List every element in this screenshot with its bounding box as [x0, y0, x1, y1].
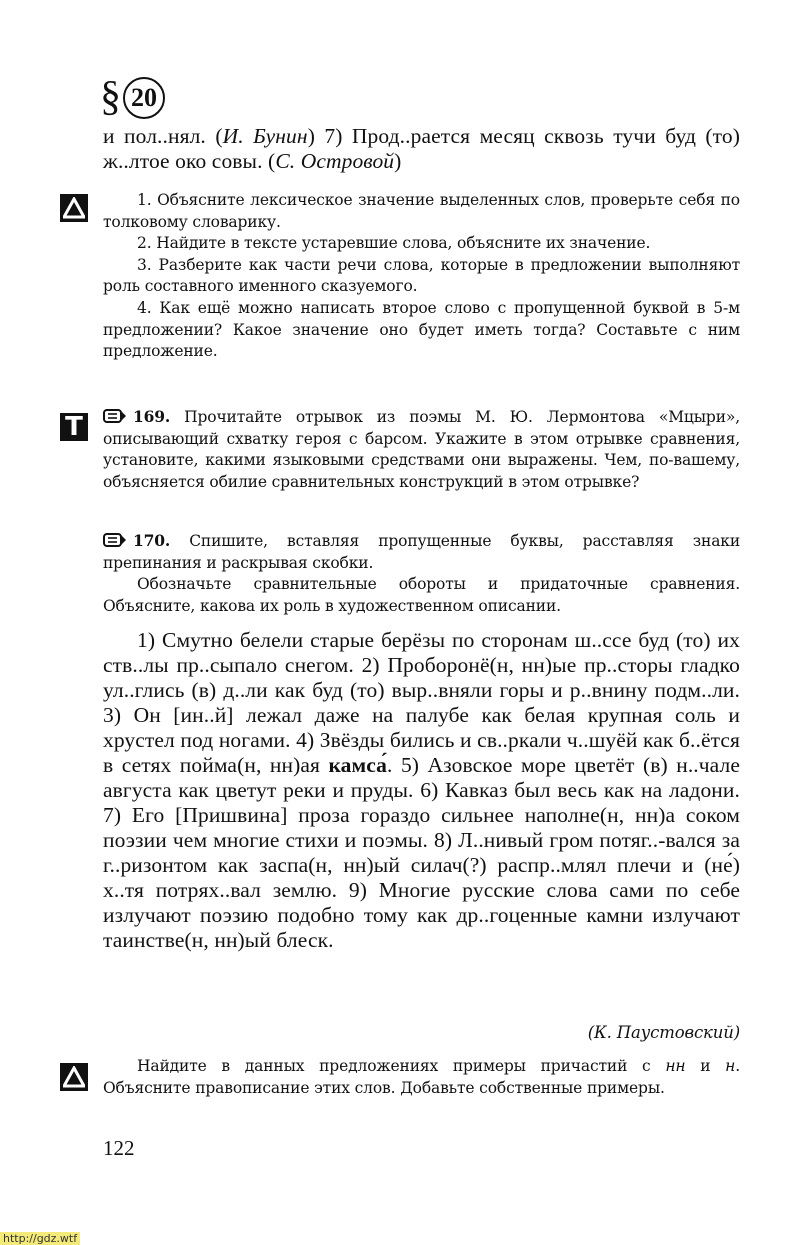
intro-fragment: ) 7) Прод..рается месяц сквозь тучи буд (то) ж..лтое око совы. ( [103, 124, 740, 173]
main-text-part: 1) Смутно белели старые берёзы по сторонам ш..ссе буд (то) их ств..лы пр..сыпало снегом. 2) Проборонё(н, нн)ые пр..сторы гладко ул..глись (в) д..ли как буд (то) выр..вняли горы и р..внину подм..ли. 3) Он [ин..й] лежал даже на палубе как белая крупная соль и хрустел под ногами. 4) Звёзды бились и св..ркали ч..шуёй как б..ётся в сетях пойма(н, нн)ая [103, 628, 740, 777]
final-task [103, 1056, 740, 1099]
exercise-pencil-icon [103, 532, 127, 548]
main-text-part: . 5) Азовское море цветёт (в) н..чале августа как цветут реки и пруды. 6) Кавказ был весь как на ладони. 7) Его [Пришвина] проза гораздо сильнее наполне(н, нн)а соком поэзии чем многие стихи и поэмы. 8) Л..нивый гром потяг..-вался за г..ризонтом как заспа(н, нн)ый силач(?) распр..млял плечи и (не́) х..тя потрях..вал землю. 9) Многие русские слова сами по себе излучают поэзию подобно тому как др..гоценные камни излучают таинстве(н, нн)ый блеск. [103, 753, 740, 952]
exercise-number: 170. [133, 531, 171, 550]
intro-author-bunin: И. Бунин [222, 124, 308, 148]
exercise-169 [103, 406, 740, 493]
exercise-pencil-icon [103, 408, 127, 424]
final-task-text: и [685, 1057, 726, 1075]
highlighted-word: камса́ [328, 753, 387, 777]
intro-author-ostrovoy: С. Островой [275, 149, 395, 173]
task-item: 2. Найдите в тексте устаревшие слова, объясните их значение. [137, 234, 651, 253]
analysis-triangle-icon [60, 194, 88, 222]
source-author: (К. Паустовский) [587, 1023, 740, 1042]
task-item: 1. Объясните лексическое значение выделенных слов, проверьте себя по толковому словарику. [103, 191, 740, 231]
intro-fragment: ) [394, 149, 402, 173]
analysis-triangle-icon [60, 1063, 88, 1091]
task-item: 4. Как ещё можно написать второе слово с пропущенной буквой в 5-м предложении? Какое значение оно будет иметь тогда? Составьте с ним предложение. [103, 298, 740, 361]
final-task-text: Найдите в данных предложениях примеры причастий с [137, 1057, 666, 1075]
footer-link[interactable]: http://gdz.wtf [0, 1232, 80, 1245]
exercise-main-text [103, 628, 740, 953]
exercise-text: Прочитайте отрывок из поэмы М. Ю. Лермонтова «Мцыри», описывающий схватку героя с барсом. Укажите в этом отрывке сравнения, установите, какими языковыми средствами они выражены. Чем, по-вашему, объясняется обилие сравнительных конструкций в этом отрывке? [103, 408, 740, 491]
tasks-list [103, 190, 740, 363]
final-task-text: . Объясните правописание этих слов. Добавьте собственные примеры. [103, 1057, 740, 1097]
section-sign: § [100, 74, 121, 120]
exercise-number: 169. [133, 407, 171, 426]
page-number: 122 [103, 1136, 135, 1160]
task-item: 3. Разберите как части речи слова, которые в предложении выполняют роль составного именного сказуемого. [103, 255, 740, 296]
exercise-170 [103, 530, 740, 617]
final-task-n: н [725, 1057, 736, 1075]
section-number: 20 [123, 77, 165, 119]
section-header [100, 72, 165, 122]
theory-t-icon: T [60, 413, 88, 441]
exercise-task: Обозначьте сравнительные обороты и придаточные сравнения. Объясните, какова их роль в художественном описании. [103, 575, 740, 615]
exercise-text: Спишите, вставляя пропущенные буквы, расставляя знаки препинания и раскрывая скобки. [103, 532, 740, 572]
final-task-nn: нн [665, 1057, 686, 1075]
intro-fragment: и пол..нял. ( [103, 124, 223, 148]
intro-text [103, 124, 740, 174]
